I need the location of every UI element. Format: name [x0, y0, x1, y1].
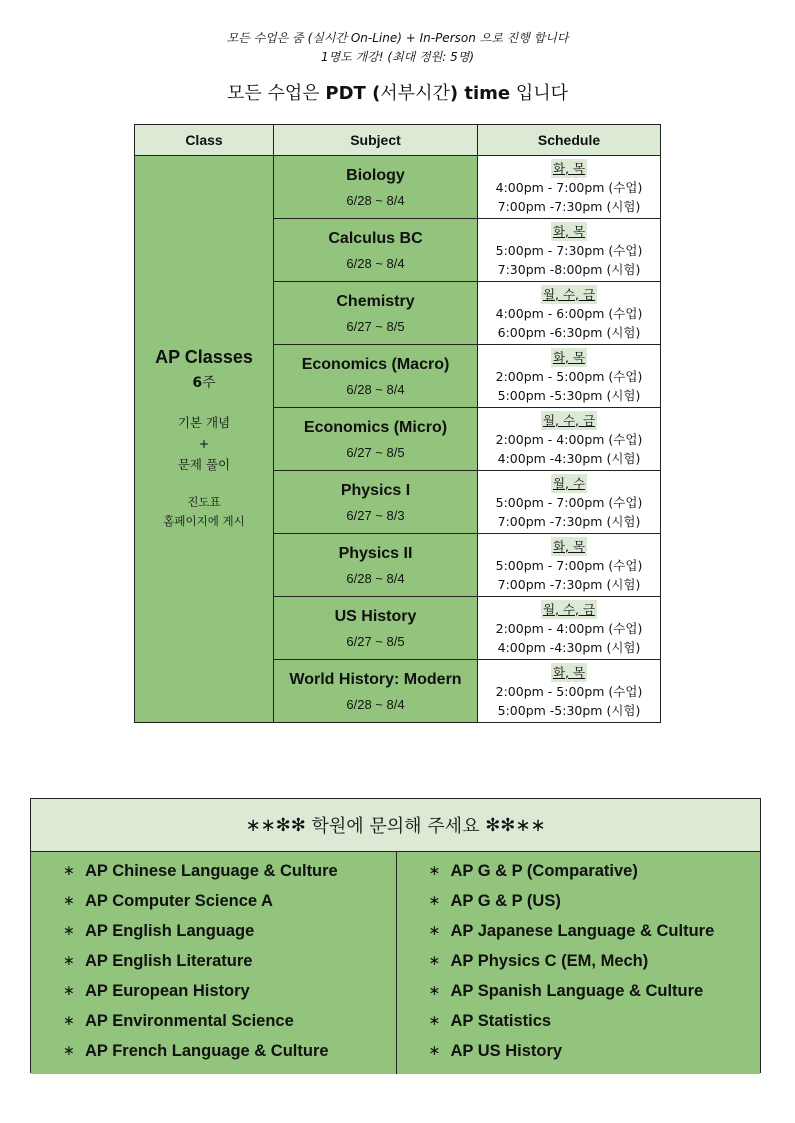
asterisk-icon: ∗	[63, 923, 75, 939]
asterisk-icon: ∗	[428, 863, 441, 879]
class-title: AP Classes	[155, 347, 253, 367]
course-label: AP Statistics	[450, 1011, 552, 1030]
asterisk-icon: ∗	[428, 923, 441, 939]
course-label: AP Environmental Science	[85, 1011, 294, 1030]
list-item	[429, 916, 761, 946]
subject-cell	[274, 156, 478, 219]
subject-cell	[274, 408, 478, 471]
exam-time: 7:00pm -7:30pm (시험)	[497, 198, 641, 214]
list-item	[63, 1006, 396, 1036]
class-time: 4:00pm - 7:00pm (수업)	[495, 179, 643, 195]
schedule-cell	[478, 660, 661, 723]
subject-name: Biology	[346, 166, 405, 184]
list-item	[429, 976, 761, 1006]
subject-name: Physics I	[340, 481, 411, 499]
subject-dates: 6/28 ~ 8/4	[346, 192, 405, 208]
subject-dates: 6/28 ~ 8/4	[346, 570, 405, 586]
exam-time: 7:30pm -8:00pm (시험)	[497, 261, 641, 277]
subject-cell	[274, 219, 478, 282]
table-header-row	[135, 125, 661, 156]
schedule-cell	[478, 282, 661, 345]
schedule-days: 화, 목	[552, 538, 586, 554]
class-time: 5:00pm - 7:30pm (수업)	[495, 242, 643, 258]
exam-time: 4:00pm -4:30pm (시험)	[497, 639, 641, 655]
asterisk-icon: ∗	[63, 983, 75, 999]
asterisk-icon: ∗	[63, 863, 75, 879]
subject-dates: 6/27 ~ 8/5	[346, 444, 405, 460]
schedule-days: 화, 목	[552, 664, 586, 680]
asterisk-icon: ∗	[428, 983, 441, 999]
inquiry-list-right	[396, 852, 761, 1074]
asterisk-icon: ∗	[428, 1043, 441, 1059]
time-zone-notice: 모든 수업은 PDT (서부시간) time 입니다	[227, 83, 568, 104]
class-description: 기본 개념 + 문제 풀이	[177, 415, 231, 472]
class-time: 2:00pm - 4:00pm (수업)	[495, 620, 643, 636]
subject-name: Chemistry	[336, 292, 415, 310]
course-label: AP Computer Science A	[85, 891, 273, 910]
class-cell	[135, 156, 274, 723]
subject-name: Economics (Macro)	[301, 355, 450, 373]
class-note: 진도표 홈페이지에 게시	[163, 495, 245, 528]
class-weeks: 6주	[192, 375, 216, 391]
class-time: 4:00pm - 6:00pm (수업)	[495, 305, 643, 321]
header-class: Class	[135, 125, 274, 156]
class-time: 2:00pm - 4:00pm (수업)	[495, 431, 643, 447]
subject-name: Calculus BC	[328, 229, 423, 247]
subject-name: Physics II	[338, 544, 413, 562]
course-label: AP G & P (US)	[450, 891, 561, 910]
asterisk-icon: ∗	[63, 1043, 75, 1059]
course-label: AP English Literature	[85, 951, 253, 970]
course-label: AP European History	[85, 981, 250, 1000]
course-label: AP Chinese Language & Culture	[85, 861, 338, 880]
inquiry-list-left	[31, 852, 396, 1074]
subject-dates: 6/27 ~ 8/5	[346, 318, 405, 334]
notice-line-2: 1명도 개강! (최대 정원: 5명)	[320, 50, 475, 64]
list-item	[63, 946, 396, 976]
subject-dates: 6/28 ~ 8/4	[346, 381, 405, 397]
course-label: AP Spanish Language & Culture	[450, 981, 704, 1000]
class-time: 5:00pm - 7:00pm (수업)	[495, 494, 643, 510]
subject-cell	[274, 345, 478, 408]
subject-dates: 6/27 ~ 8/3	[346, 507, 405, 523]
list-item	[429, 946, 761, 976]
schedule-cell	[478, 471, 661, 534]
exam-time: 7:00pm -7:30pm (시험)	[497, 513, 641, 529]
exam-time: 7:00pm -7:30pm (시험)	[497, 576, 641, 592]
schedule-days: 월, 수	[552, 475, 586, 491]
stars-left: ∗∗✻✻	[245, 814, 306, 836]
class-time: 2:00pm - 5:00pm (수업)	[495, 368, 643, 384]
schedule-cell	[478, 156, 661, 219]
subject-cell	[274, 471, 478, 534]
exam-time: 4:00pm -4:30pm (시험)	[497, 450, 641, 466]
exam-time: 5:00pm -5:30pm (시험)	[497, 387, 641, 403]
asterisk-icon: ∗	[63, 893, 75, 909]
course-label: AP Physics C (EM, Mech)	[450, 951, 649, 970]
inquiry-title	[31, 799, 760, 852]
schedule-cell	[478, 534, 661, 597]
list-item	[63, 1036, 396, 1066]
asterisk-icon: ∗	[63, 953, 75, 969]
schedule-days: 화, 목	[552, 160, 586, 176]
subject-cell	[274, 534, 478, 597]
list-item	[429, 1006, 761, 1036]
course-label: AP G & P (Comparative)	[450, 861, 638, 880]
subject-dates: 6/28 ~ 8/4	[346, 255, 405, 271]
schedule-days: 월, 수, 금	[542, 286, 596, 302]
exam-time: 5:00pm -5:30pm (시험)	[497, 702, 641, 718]
list-item	[63, 916, 396, 946]
class-time: 2:00pm - 5:00pm (수업)	[495, 683, 643, 699]
schedule-table	[134, 124, 661, 723]
subject-cell	[274, 660, 478, 723]
header-subject: Subject	[274, 125, 478, 156]
inquiry-box	[30, 798, 761, 1073]
list-item	[63, 886, 396, 916]
schedule-cell	[478, 345, 661, 408]
class-time: 5:00pm - 7:00pm (수업)	[495, 557, 643, 573]
schedule-cell	[478, 408, 661, 471]
table-row	[135, 156, 661, 219]
subject-cell	[274, 597, 478, 660]
notice-line-1: 모든 수업은 줌 (실시간 On-Line) + In-Person 으로 진행 합니다	[226, 31, 569, 45]
schedule-days: 월, 수, 금	[542, 601, 596, 617]
header-schedule: Schedule	[478, 125, 661, 156]
course-label: AP French Language & Culture	[85, 1041, 329, 1060]
course-label: AP English Language	[85, 921, 255, 940]
asterisk-icon: ∗	[63, 1013, 75, 1029]
schedule-days: 화, 목	[552, 349, 586, 365]
subject-name: World History: Modern	[289, 670, 462, 688]
course-label: AP US History	[450, 1041, 563, 1060]
list-item	[429, 1036, 761, 1066]
subject-dates: 6/28 ~ 8/4	[346, 696, 405, 712]
schedule-days: 화, 목	[552, 223, 586, 239]
list-item	[429, 886, 761, 916]
exam-time: 6:00pm -6:30pm (시험)	[497, 324, 641, 340]
asterisk-icon: ∗	[428, 953, 441, 969]
subject-name: US History	[334, 607, 417, 625]
subject-name: Economics (Micro)	[303, 418, 448, 436]
subject-dates: 6/27 ~ 8/5	[346, 633, 405, 649]
list-item	[429, 856, 761, 886]
inquiry-title-text: 학원에 문의해 주세요	[305, 816, 486, 837]
stars-right: ✻✻∗∗	[485, 814, 546, 836]
schedule-days: 월, 수, 금	[542, 412, 596, 428]
course-label: AP Japanese Language & Culture	[450, 921, 715, 940]
schedule-cell	[478, 597, 661, 660]
asterisk-icon: ∗	[428, 1013, 441, 1029]
subject-cell	[274, 282, 478, 345]
schedule-cell	[478, 219, 661, 282]
list-item	[63, 976, 396, 1006]
asterisk-icon: ∗	[428, 893, 441, 909]
list-item	[63, 856, 396, 886]
